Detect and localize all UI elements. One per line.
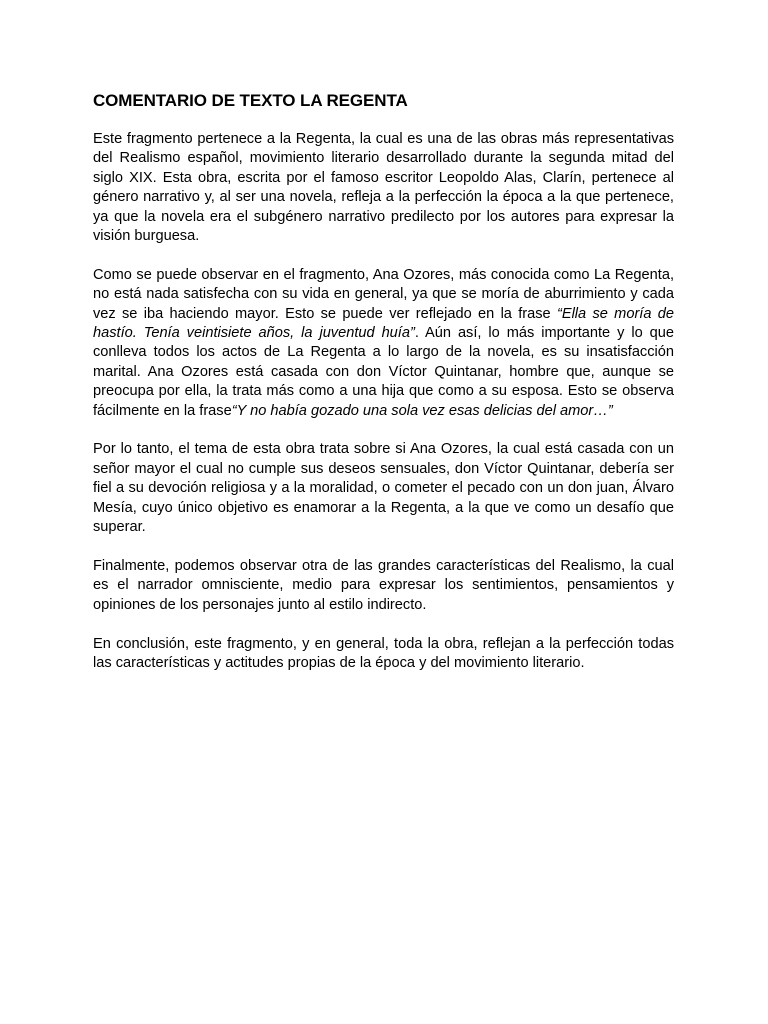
paragraph-text-segment: Como se puede observar en el fragmento, Ana Ozores, más conocida como La Regenta, no está nada satisfecha con su vida en general, ya que se moría de aburrimiento y cada vez se iba haciendo mayor. Esto se puede ver reflejado en la frase: [93, 266, 674, 322]
paragraph-conclusion: En conclusión, este fragmento, y en general, toda la obra, reflejan a la perfección todas las características y actitudes propias de la época y del movimiento literario.: [93, 635, 674, 671]
quote-hastio: “Ella se moría de hastío. Tenía veintisiete años, la juventud huía”: [93, 305, 675, 342]
paragraph-ana-ozores: [93, 266, 674, 421]
paragraph-introduction: Este fragmento pertenece a la Regenta, la cual es una de las obras más representativas del Realismo español, movimiento literario desarrollado durante la segunda mitad del siglo XIX. Esta obra, escrita por el famoso escritor Leopoldo Alas, Clarín, pertenece al género narrativo y, al ser una novela, refleja a la perfección la época a la que pertenece, ya que la novela era el subgénero narrativo predilecto por los autores para expresar la visión burguesa.: [93, 131, 674, 245]
paragraph-tema: Por lo tanto, el tema de esta obra trata sobre si Ana Ozores, la cual está casada con un señor mayor el cual no cumple sus deseos sensuales, don Víctor Quintanar, debería ser fiel a su devoción religiosa y a la moralidad, o cometer el pecado con un don juan, Álvaro Mesía, cuyo único objetivo es enamorar a la Regenta, a la que ve como un desafío que superar.: [93, 441, 674, 536]
quote-delicias-del-amor: “Y no había gozado una sola vez esas delicias del amor…”: [231, 402, 613, 419]
paragraph-narrador: Finalmente, podemos observar otra de las grandes características del Realismo, la cual es el narrador omnisciente, medio para expresar los sentimientos, pensamientos y opiniones de los personajes junto al estilo indirecto.: [93, 557, 674, 613]
document-page: [93, 90, 674, 693]
paragraph-text-segment: . Aún así, lo más importante y lo que conlleva todos los actos de La Regenta a lo largo de la novela, es su insatisfacción marital. Ana Ozores está casada con don Víctor Quintanar, hombre que, aunque se preocupa por ella, la trata más como a una hija que como a su esposa. Esto se observa fácilmente en la frase: [93, 325, 674, 419]
document-title: COMENTARIO DE TEXTO LA REGENTA: [93, 91, 408, 110]
